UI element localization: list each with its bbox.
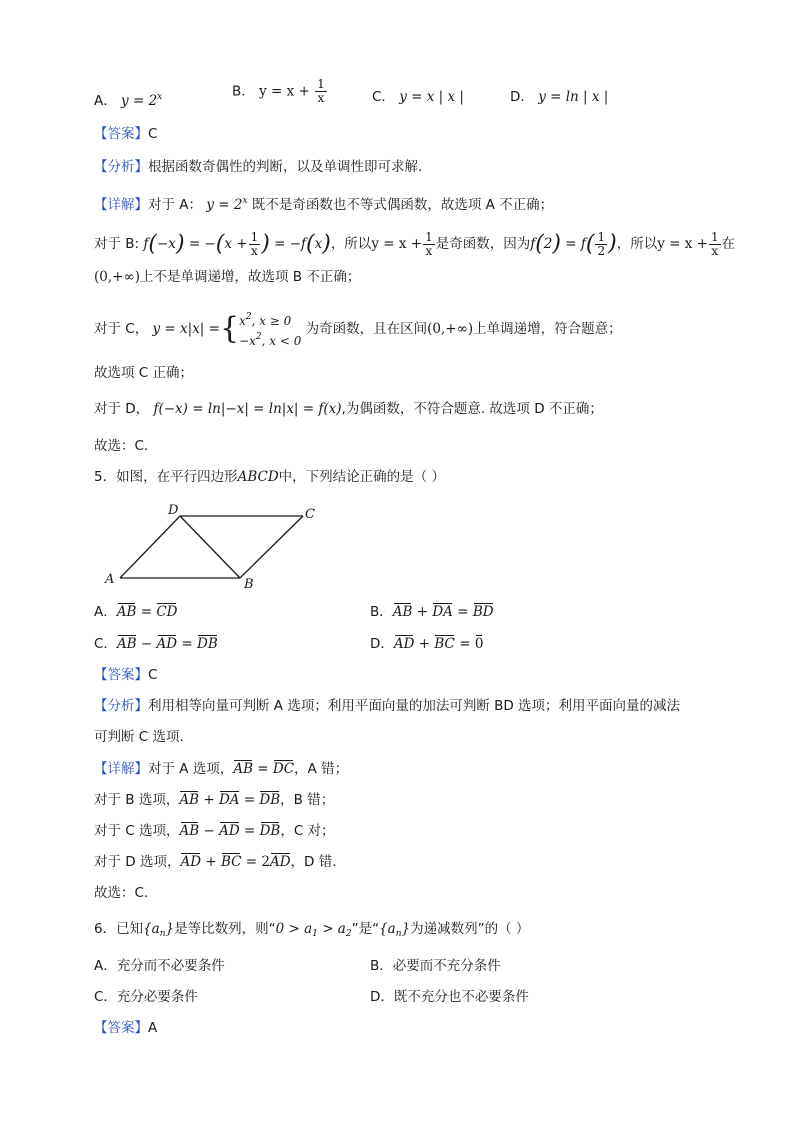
q6-answer: 【答案】A: [94, 1020, 158, 1036]
edge-bc: [240, 516, 303, 578]
q4-detail-c: 对于 C， y = x|x| ={ $x^2$, x ≥ 0 $-x^2$, x < 0 为奇函数，且在区间(0,+∞)上单调递增，符合题意；: [94, 311, 622, 348]
q4-detail-b2: (0,+∞)上不是单调递增，故选项 B 不正确；: [94, 269, 361, 285]
q5-final: 故选：C.: [94, 885, 149, 901]
q4-b-fraction: $\frac{1}{x}$: [317, 77, 325, 105]
q6-option-d: D．既不充分也不必要条件: [370, 989, 529, 1005]
q5-answer: 【答案】C: [94, 667, 158, 683]
q6-option-c: C．充分必要条件: [94, 989, 198, 1005]
q4-analysis: 【分析】根据函数奇偶性的判断，以及单调性即可求解.: [94, 159, 423, 175]
q5-option-b: B．AB + DA = BD: [370, 604, 494, 620]
q6-stem: 6．已知$\{a_n\}$是等比数列，则“$0 > a_1 > a_2$”是“$\{a_n\}$为递减数列”的（ ）: [94, 921, 530, 939]
q5-analysis: 【分析】利用相等向量可判断 A 选项；利用平面向量的加法可判断 BD 选项；利用平面向量的减法: [94, 698, 681, 714]
q5-detail-a: 【详解】对于 A 选项，AB = DC，A 错；: [94, 761, 349, 777]
q4-detail-a: 【详解】对于 A： $y = 2^x$ 既不是奇函数也不等式偶函数，故选项 A 不正确；: [94, 196, 554, 213]
q5-detail-b: 对于 B 选项，AB + DA = DB，B 错；: [94, 792, 335, 808]
vertex-b-label: B: [244, 577, 254, 592]
q4-option-a: A． $y = 2^x$: [94, 92, 163, 109]
q4-detail-c2: 故选项 C 正确；: [94, 365, 194, 381]
diagonal-db: [180, 516, 240, 578]
q4-option-d: D． y = ln | x |: [510, 89, 609, 105]
q4-detail-b: 对于 B: f(−x) = −(x + $\frac{1}{x}$ ) = −f(x)，所以y = x + $\frac{1}{x}$ 是奇函数，因为f(2) = f( $\frac{1}{2}$ )，所以y = x + $\frac{1}{x}$ 在: [94, 229, 736, 258]
vertex-c-label: C: [305, 507, 315, 522]
q5-option-a: A．AB = CD: [94, 604, 178, 620]
q6-option-a: A．充分而不必要条件: [94, 958, 225, 974]
q5-option-c: C．AB − AD = DB: [94, 636, 218, 652]
q4-option-c: C． y = x | x |: [372, 89, 464, 105]
q5-analysis-2: 可判断 C 选项.: [94, 729, 184, 745]
q4-detail-d: 对于 D， f(−x) = ln|−x| = ln|x| = f(x),为偶函数，不符合题意. 故选项 D 不正确；: [94, 401, 603, 417]
edge-da: [120, 516, 180, 578]
vertex-a-label: A: [105, 572, 115, 587]
q4-b-eq1: f(−x) = −(x +: [143, 231, 248, 257]
vertex-d-label: D: [168, 503, 179, 518]
q5-option-d: D．AD + BC = 0: [370, 636, 484, 652]
q6-option-b: B．必要而不充分条件: [370, 958, 501, 974]
q4-final: 故选：C.: [94, 438, 149, 454]
q4-option-b: B． y = x + $\frac{1}{x}$: [232, 77, 325, 105]
q5-detail-c: 对于 C 选项，AB − AD = DB，C 对；: [94, 823, 335, 839]
parallelogram-figure: [100, 500, 330, 592]
q5-stem: 5．如图，在平行四边形ABCD中，下列结论正确的是（ ）: [94, 469, 445, 485]
q5-detail-d: 对于 D 选项，AD + BC = 2AD，D 错.: [94, 854, 337, 870]
q4-answer: 【答案】C: [94, 126, 158, 142]
